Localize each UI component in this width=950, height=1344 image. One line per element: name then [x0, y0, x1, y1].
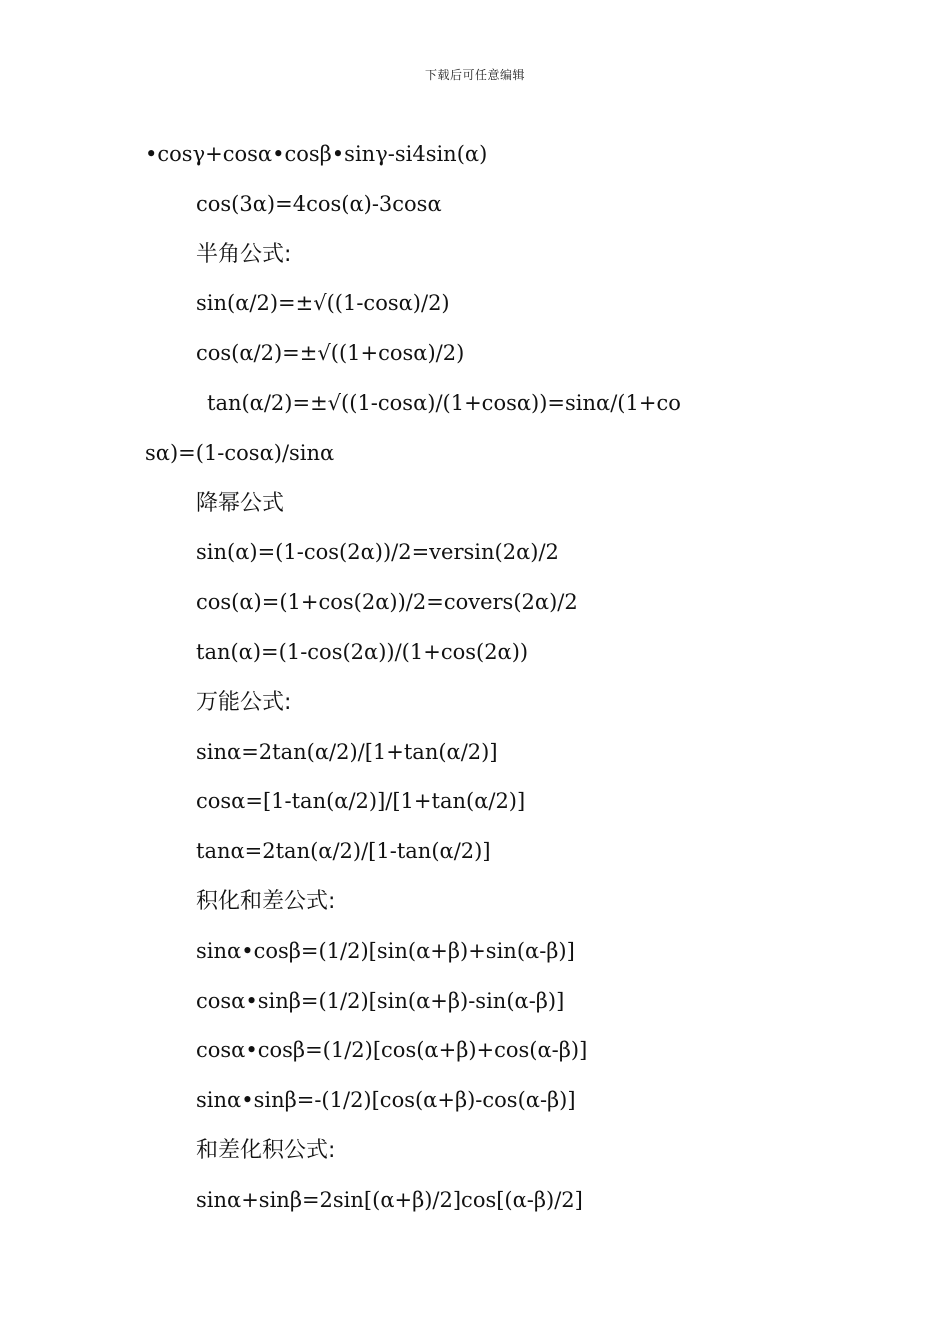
formula-line-cos-reduction: cos(α)=(1+cos(2α))/2=covers(2α)/2	[196, 590, 578, 615]
formula-line-product-sin-cos: sinα•cosβ=(1/2)[sin(α+β)+sin(α-β)]	[196, 938, 575, 963]
formula-line-cos-universal: cosα=[1-tan(α/2)]/[1+tan(α/2)]	[196, 789, 526, 814]
section-heading-sum-to-product: 和差化积公式:	[196, 1137, 336, 1163]
formula-line-product-sin-sin: sinα•sinβ=-(1/2)[cos(α+β)-cos(α-β)]	[196, 1088, 576, 1113]
formula-line-tan-reduction: tan(α)=(1-cos(2α))/(1+cos(2α))	[196, 639, 529, 664]
formula-line-sum-sin-sin: sinα+sinβ=2sin[(α+β)/2]cos[(α-β)/2]	[196, 1187, 583, 1212]
section-heading-half-angle: 半角公式:	[196, 241, 292, 267]
formula-line-continuation: •cosγ+cosα•cosβ•sinγ-si4sin(α)	[145, 142, 488, 166]
formula-line-sin-half: sin(α/2)=±√((1-cosα)/2)	[196, 291, 450, 316]
formula-line-product-cos-cos: cosα•cosβ=(1/2)[cos(α+β)+cos(α-β)]	[196, 1038, 588, 1063]
formula-line-tan-half: tan(α/2)=±√((1-cosα)/(1+cosα))=sinα/(1+co	[207, 390, 681, 415]
section-heading-product-to-sum: 积化和差公式:	[196, 888, 336, 914]
formula-line-sin-universal: sinα=2tan(α/2)/[1+tan(α/2)]	[196, 739, 498, 764]
section-heading-universal: 万能公式:	[196, 689, 292, 715]
formula-line-product-cos-sin: cosα•sinβ=(1/2)[sin(α+β)-sin(α-β)]	[196, 988, 565, 1013]
formula-line-cos-half: cos(α/2)=±√((1+cosα)/2)	[196, 341, 465, 366]
formula-line-triple-angle: cos(3α)=4cos(α)-3cosα	[196, 191, 442, 216]
section-heading-power-reduction: 降幂公式	[196, 490, 285, 516]
formula-line-sin-reduction: sin(α)=(1-cos(2α))/2=versin(2α)/2	[196, 540, 559, 565]
formula-line-tan-universal: tanα=2tan(α/2)/[1-tan(α/2)]	[196, 839, 491, 864]
formula-content	[145, 130, 825, 1226]
page-header: 下载后可任意编辑	[424, 68, 525, 82]
formula-line-tan-half-wrap: sα)=(1-cosα)/sinα	[145, 440, 335, 465]
